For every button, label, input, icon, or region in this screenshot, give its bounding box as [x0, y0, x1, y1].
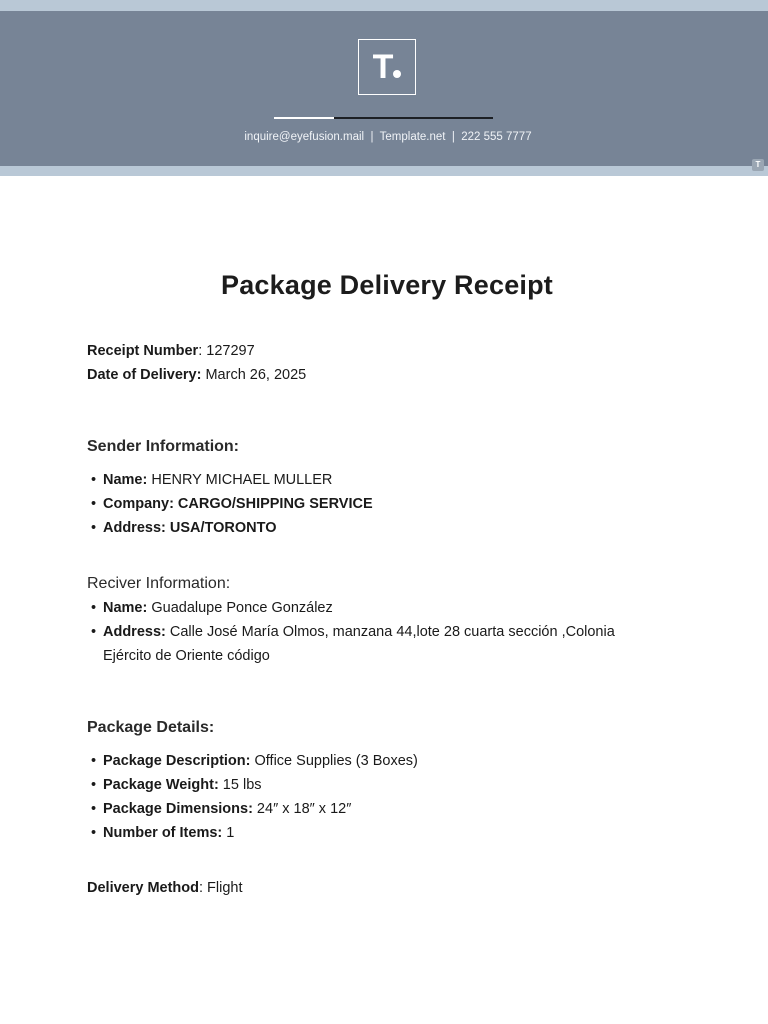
- delivery-method-value: : Flight: [199, 880, 243, 896]
- bullet: •: [91, 624, 97, 640]
- logo: [358, 39, 416, 95]
- package-dimensions-label: Package Dimensions:: [103, 801, 253, 817]
- sender-name-value: HENRY MICHAEL MULLER: [147, 472, 333, 488]
- page-title: Package Delivery Receipt: [221, 270, 553, 300]
- delivery-date-value: March 26, 2025: [201, 367, 307, 383]
- receipt-number: [87, 343, 255, 359]
- receiver-name-label: Name:: [103, 600, 148, 616]
- bullet: •: [91, 496, 97, 512]
- contact-line: inquire@eyefusion.mail | Template.net | 222 555 7777: [244, 131, 532, 143]
- logo-dot: [393, 70, 401, 78]
- package-weight-label: Package Weight:: [103, 777, 219, 793]
- sender-address: Address: USA/TORONTO: [103, 520, 277, 536]
- package-description-value: Office Supplies (3 Boxes): [250, 753, 418, 769]
- receiver-address-label: Address:: [103, 624, 166, 640]
- receiver-name-value: Guadalupe Ponce González: [147, 600, 333, 616]
- delivery-date-label: Date of Delivery:: [87, 367, 202, 383]
- receipt-number-value: : 127297: [198, 343, 255, 359]
- delivery-date: [87, 367, 306, 383]
- bullet: •: [91, 825, 97, 841]
- header-top-strip: [0, 0, 768, 11]
- logo-letter: T: [372, 48, 393, 86]
- receiver-name-item: [87, 596, 663, 620]
- delivery-method-label: Delivery Method: [87, 880, 199, 896]
- sender-company: Company: CARGO/SHIPPING SERVICE: [103, 496, 373, 512]
- package-heading: Package Details:: [87, 719, 215, 736]
- delivery-method: [87, 880, 243, 896]
- header-bottom-strip: [0, 166, 768, 176]
- template-icon: T: [752, 159, 764, 171]
- sender-address-item: [87, 516, 663, 540]
- bullet: •: [91, 520, 97, 536]
- package-description-label: Package Description:: [103, 753, 251, 769]
- package-items-item: [87, 821, 663, 845]
- header-band: [0, 11, 768, 166]
- bullet: •: [91, 801, 97, 817]
- package-description-item: [87, 749, 663, 773]
- bullet: •: [91, 753, 97, 769]
- receiver-heading: Reciver Information:: [87, 575, 231, 592]
- bullet: •: [91, 600, 97, 616]
- sender-heading: Sender Information:: [87, 438, 240, 455]
- receiver-address-item: [87, 620, 648, 668]
- package-weight-item: [87, 773, 663, 797]
- package-weight-value: 15 lbs: [218, 777, 262, 793]
- package-dimensions-value: 24″ x 18″ x 12″: [252, 801, 352, 817]
- package-dimensions-item: [87, 797, 663, 821]
- sender-name-item: [87, 468, 663, 492]
- sender-company-item: [87, 492, 663, 516]
- bullet: •: [91, 472, 97, 488]
- receiver-address-value: Calle José María Olmos, manzana 44,lote 28 cuarta sección ,Colonia Ejército de Oriente código: [103, 624, 615, 664]
- sender-name-label: Name:: [103, 472, 148, 488]
- header-rule-light: [274, 117, 334, 119]
- package-items-value: 1: [222, 825, 235, 841]
- header-rule-dark: [334, 117, 493, 119]
- package-items-label: Number of Items:: [103, 825, 223, 841]
- bullet: •: [91, 777, 97, 793]
- receipt-number-label: Receipt Number: [87, 343, 199, 359]
